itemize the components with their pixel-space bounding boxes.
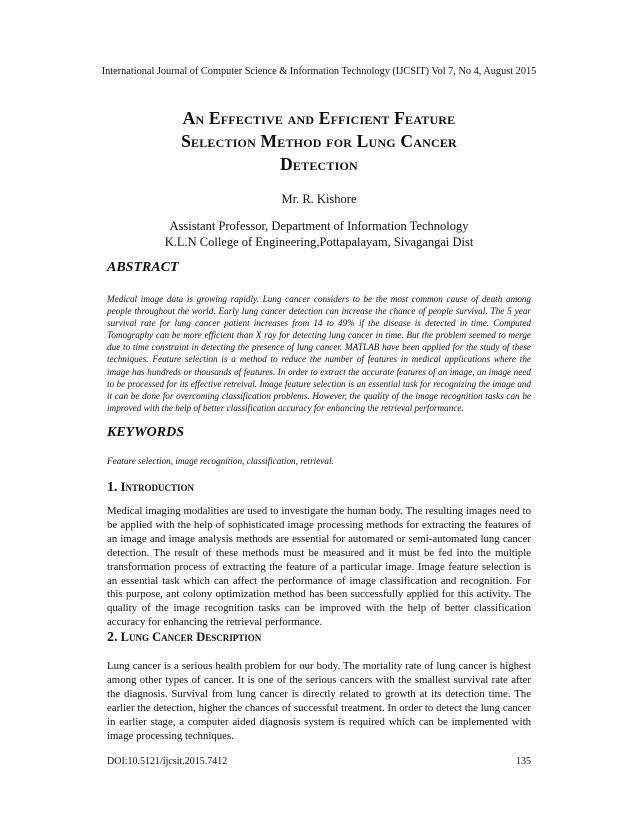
title-line-1: An Effective and Efficient Feature — [182, 108, 456, 128]
lung-cancer-text: Lung cancer is a serious health problem for our body. The mortality rate of lung cancer is highest among other types of cancer. It is one of the serious cancers with the smallest survival rate after the diagnosis. Survival from lung cancer is directly related to growth at its detection time. The earlier the detection, higher the chances of successful treatment. In order to detect the lung cancer in earlier stage, a computer aided diagnosis system is required which can be implemented with image processing techniques. — [107, 660, 531, 742]
page-number: 135 — [516, 756, 531, 767]
section-title: Lung Cancer Description — [120, 630, 262, 644]
section-number: 2. — [107, 630, 118, 645]
keywords-text: Feature selection, image recognition, classification, retrieval. — [107, 456, 334, 466]
author-affiliation-1: Assistant Professor, Department of Information Technology — [169, 219, 469, 233]
introduction-heading — [107, 480, 194, 496]
abstract-heading: ABSTRACT — [107, 260, 179, 275]
section-title: Introduction — [120, 480, 194, 494]
title-line-3: Detection — [280, 154, 358, 174]
author-affiliation-2: K.L.N College of Engineering,Pottapalayam, Sivagangai Dist — [164, 235, 474, 249]
keywords-heading: KEYWORDS — [107, 425, 185, 440]
author-name: Mr. R. Kishore — [281, 192, 357, 206]
title-line-2: Selection Method for Lung Cancer — [181, 131, 457, 151]
doi-footer: DOI:10.5121/ijcsit.2015.7412 — [107, 756, 228, 767]
paper-title — [60, 107, 578, 176]
section-number: 1. — [107, 480, 118, 495]
journal-header: International Journal of Computer Science & Information Technology (IJCSIT) Vol 7, No 4, August 2015 — [101, 66, 537, 77]
abstract-text: Medical image data is growing rapidly. Lung cancer considers to be the most common cause of death among people throughout the world. Early lung cancer detection can increase the chance of people survival. The 5 year survival rate for lung cancer patient increases from 14 to 49% if the disease is detected in time. Computed Tomography can be more efficient than X ray for detecting lung cancer in time. But the problem seemed to merge due to time constraint in detecting the presence of lung cancer. MATLAB have been applied for the study of these techniques. Feature selection is a method to reduce the number of features in medical applications where the image has hundreds or thousands of features. In order to extract the accurate features of an image, an image need to be processed for its effective retreival. Image feature selection is an essential task for recognizing the image and it can be done for overcoming classification problems. However, the quality of the image recognition tasks can be improved with the help of better classification accuracy for enhancing the retrieval performance. — [107, 294, 531, 413]
lung-cancer-heading — [107, 630, 261, 646]
introduction-text: Medical imaging modalities are used to investigate the human body. The resulting images need to be applied with the help of sophisticated image processing methods for extracting the features of an image and image analysis methods are essential for automated or semi-automated lung cancer detection. The result of these methods must be measured and it must be fed into the multiple transformation process of extracting the feature of a particular image. Image feature selection is an essential task which can affect the performance of image classification and recognition. For this purpose, ant colony optimization method has been successfully applied for this activity. The quality of the image recognition tasks can be improved with the help of better classification accuracy for enhancing the retrieval performance. — [107, 505, 531, 629]
